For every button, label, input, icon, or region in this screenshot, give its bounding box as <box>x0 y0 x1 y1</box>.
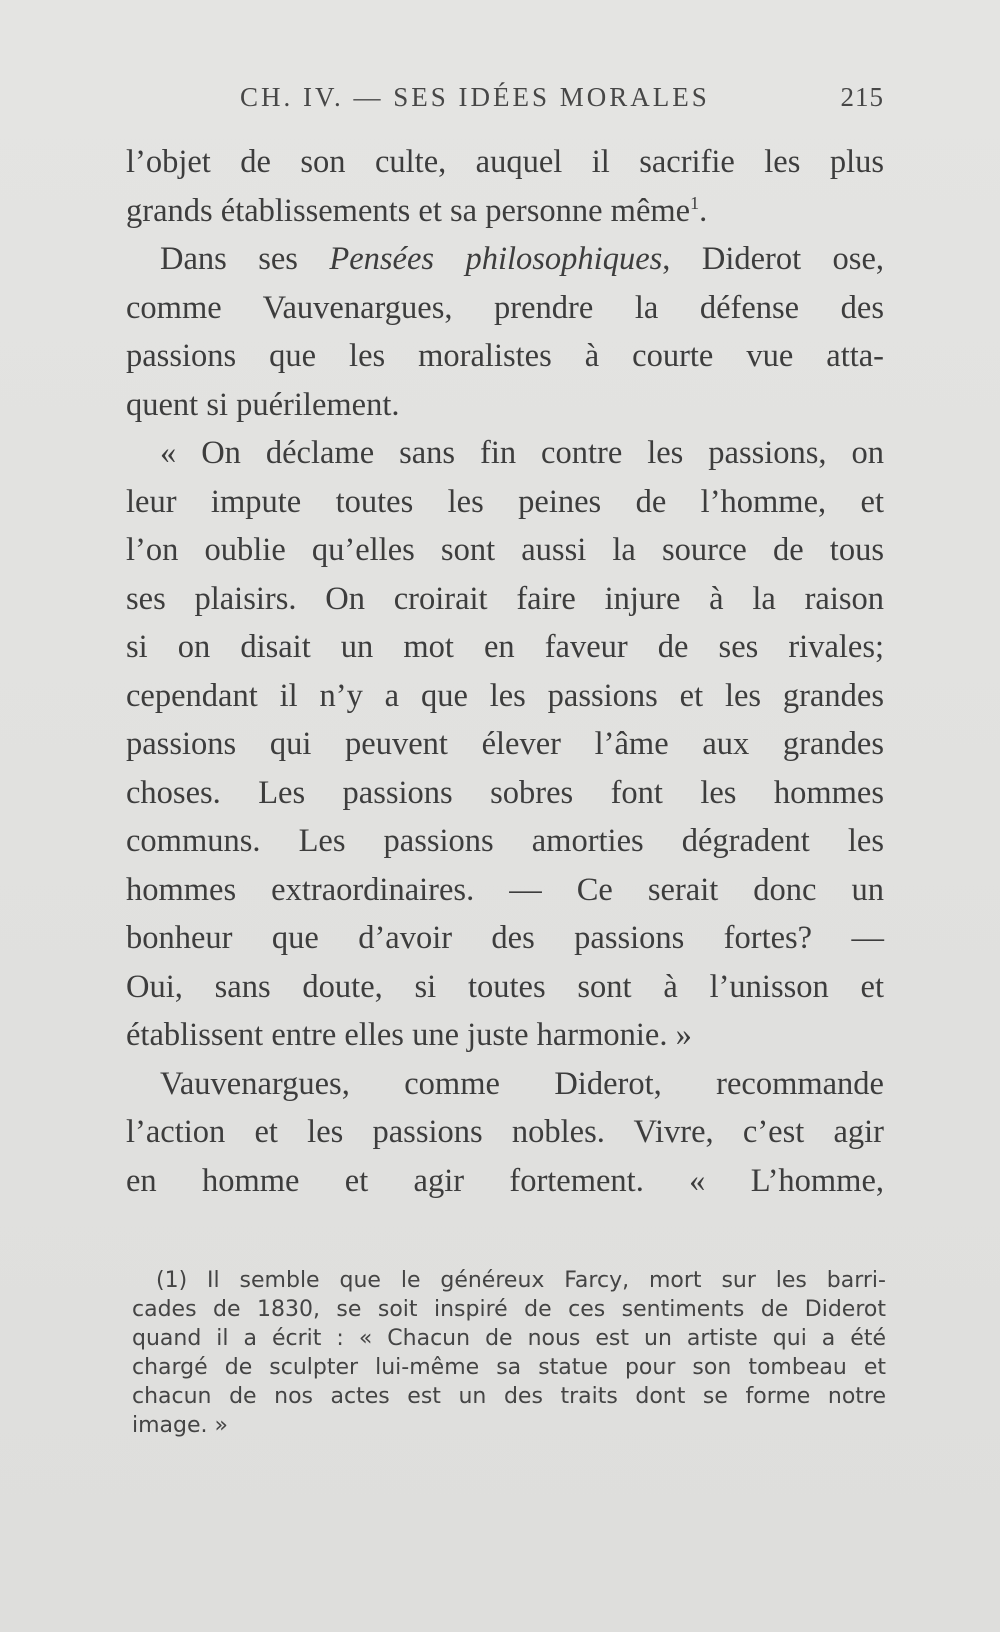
book-title-italic: Pensées philosophiques <box>329 241 663 277</box>
text-line: Oui, sans doute, si toutes sont à l’unisson et <box>126 968 884 1005</box>
text-span: , Diderot ose, <box>662 241 885 277</box>
footnote-line: quand il a écrit : « Chacun de nous est un artiste qui a été <box>132 1326 886 1351</box>
footnote-ref: 1 <box>690 192 700 213</box>
paragraph-start-line <box>126 235 884 284</box>
footnote <box>132 1266 886 1440</box>
quote-start-line: « On déclame sans fin contre les passions, on <box>160 435 884 471</box>
text-line <box>126 187 884 236</box>
running-head <box>240 82 884 118</box>
text-span: grands établissements et sa personne même <box>126 192 691 229</box>
text-line: passions que les moralistes à courte vue atta- <box>126 338 884 374</box>
text-line: comme Vauvenargues, prendre la défense des <box>126 289 884 326</box>
text-line: en homme et agir fortement. « L’homme, <box>126 1162 884 1199</box>
paragraph-start-line: Vauvenargues, comme Diderot, recommande <box>160 1065 884 1102</box>
body-text <box>126 138 884 1205</box>
text-line: cependant il n’y a que les passions et les grandes <box>126 677 884 714</box>
footnote-line: chargé de sculpter lui-même sa statue pour son tombeau et <box>132 1355 886 1380</box>
text-line: bonheur que d’avoir des passions fortes? — <box>126 920 884 956</box>
text-line: établissent entre elles une juste harmonie. » <box>126 1017 692 1053</box>
footnote-line: chacun de nos actes est un des traits dont se forme notre <box>132 1384 886 1409</box>
text-line: hommes extraordinaires. — Ce serait donc un <box>126 871 884 908</box>
footnote-line: cades de 1830, se soit inspiré de ces sentiments de Diderot <box>132 1297 886 1322</box>
text-line: passions qui peuvent élever l’âme aux grandes <box>126 726 884 762</box>
text-line: l’action et les passions nobles. Vivre, c’est agir <box>126 1114 884 1150</box>
text-line: si on disait un mot en faveur de ses rivales; <box>126 629 884 665</box>
page-number: 215 <box>840 82 884 112</box>
text-line: leur impute toutes les peines de l’homme, et <box>126 483 884 520</box>
text-line: ses plaisirs. On croirait faire injure à la raison <box>126 580 884 617</box>
text-span: . <box>699 192 708 229</box>
footnote-line: image. » <box>132 1413 228 1438</box>
text-line: choses. Les passions sobres font les hommes <box>126 774 884 811</box>
text-span: Dans ses <box>160 241 330 277</box>
text-line: quent si puérilement. <box>126 386 400 423</box>
text-line: communs. Les passions amorties dégradent les <box>126 823 884 859</box>
text-line: l’objet de son culte, auquel il sacrifie les plus <box>126 144 884 180</box>
chapter-title: CH. IV. — SES IDÉES MORALES <box>240 82 710 112</box>
footnote-line: (1) Il semble que le généreux Farcy, mort sur les barri- <box>156 1268 886 1293</box>
text-line: l’on oublie qu’elles sont aussi la source de tous <box>126 532 884 568</box>
